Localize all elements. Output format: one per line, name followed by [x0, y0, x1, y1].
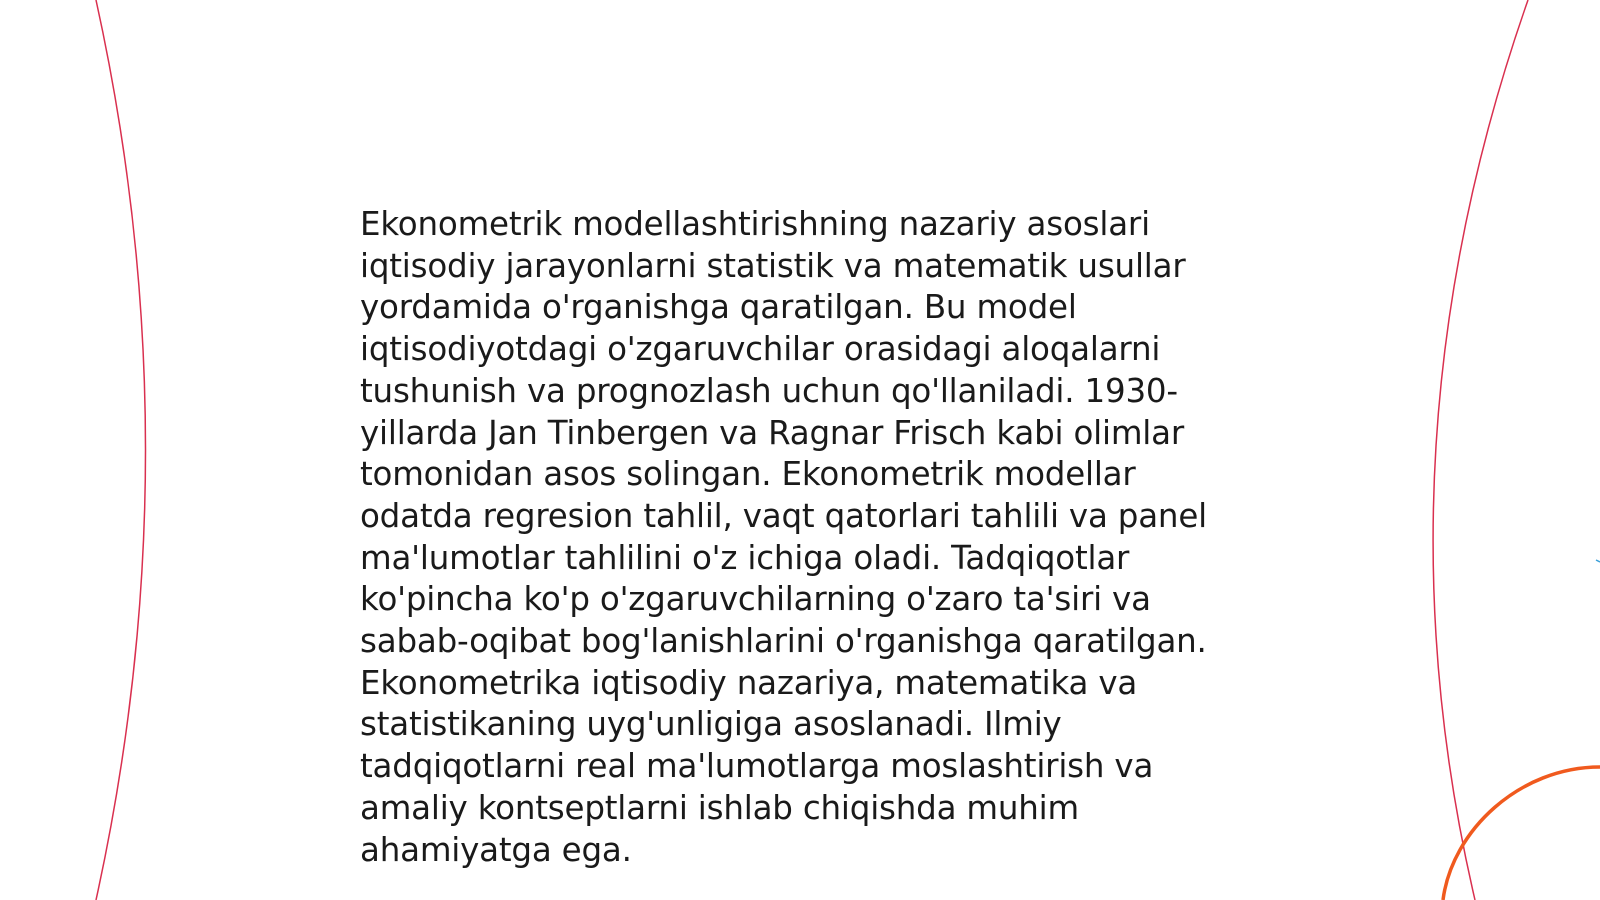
left-arc-decoration	[96, 0, 146, 900]
right-arc-decoration	[1433, 0, 1528, 900]
blue-accent-mark	[1596, 560, 1600, 562]
orange-arc-decoration	[1443, 767, 1600, 900]
body-paragraph: Ekonometrik modellashtirishning nazariy asoslari iqtisodiy jarayonlarni statistik va matematik usullar yordamida o'rganishga qaratilgan. Bu model iqtisodiyotdagi o'zgaruvchilar orasidagi aloqalarni tushunish va prognozlash uchun qo'llaniladi. 1930-yillarda Jan Tinbergen va Ragnar Frisch kabi olimlar tomonidan asos solingan. Ekonometrik modellar odatda regresion tahlil, vaqt qatorlari tahlili va panel ma'lumotlar tahlilini o'z ichiga oladi. Tadqiqotlar ko'pincha ko'p o'zgaruvchilarning o'zaro ta'siri va sabab-oqibat bog'lanishlarini o'rganishga qaratilgan. Ekonometrika iqtisodiy nazariya, matematika va statistikaning uyg'unligiga asoslanadi. Ilmiy tadqiqotlarni real ma'lumotlarga moslashtirish va amaliy kontseptlarni ishlab chiqishda muhim ahamiyatga ega.	[360, 205, 1207, 869]
